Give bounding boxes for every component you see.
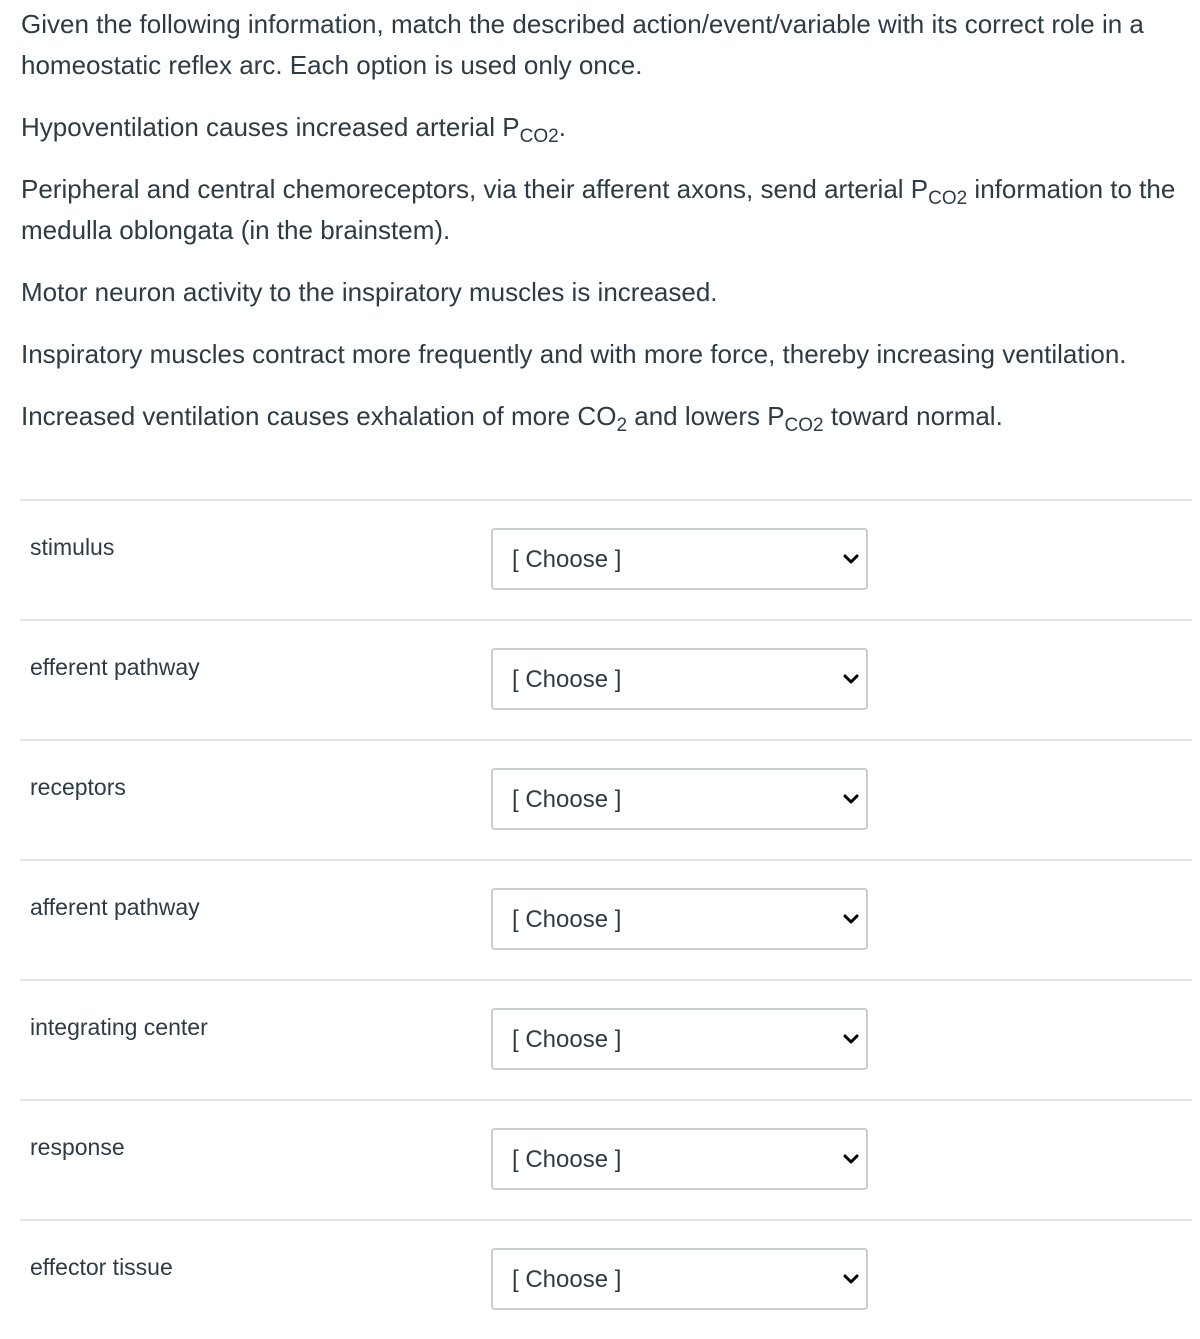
match-row	[20, 739, 1192, 859]
match-label: integrating center	[30, 1014, 208, 1040]
statement-2-tail: information to the medulla oblongata (in the brainstem).	[21, 174, 1176, 245]
match-label: receptors	[30, 774, 126, 800]
match-row	[20, 499, 1192, 619]
match-row	[20, 979, 1192, 1099]
answer-select[interactable]	[491, 1128, 868, 1190]
statement-5-subscript-2: CO2	[784, 415, 824, 436]
answer-select-value: [ Choose ]	[512, 1146, 622, 1173]
answer-select[interactable]	[491, 648, 868, 710]
match-row	[20, 859, 1192, 979]
statement-1-tail: .	[558, 112, 566, 142]
answer-select[interactable]	[491, 768, 868, 830]
answer-select[interactable]	[491, 1248, 868, 1310]
chevron-down-icon	[842, 1030, 860, 1048]
answer-select[interactable]	[491, 888, 868, 950]
statement-5-subscript: 2	[616, 415, 628, 436]
match-label: afferent pathway	[30, 894, 200, 920]
answer-select-value: [ Choose ]	[512, 546, 622, 573]
answer-select-value: [ Choose ]	[512, 1026, 622, 1053]
answer-select[interactable]	[491, 528, 868, 590]
answer-select-value: [ Choose ]	[512, 786, 622, 813]
answer-select-value: [ Choose ]	[512, 1266, 622, 1293]
statement-2-subscript: CO2	[928, 188, 968, 209]
chevron-down-icon	[842, 1270, 860, 1288]
match-list	[20, 499, 1192, 1339]
match-label: efferent pathway	[30, 654, 200, 680]
match-row	[20, 1219, 1192, 1339]
statement-1	[21, 107, 1191, 148]
chevron-down-icon	[842, 910, 860, 928]
statement-2	[21, 169, 1191, 251]
statement-1-text: Hypoventilation causes increased arterial P	[21, 112, 520, 142]
chevron-down-icon	[842, 550, 860, 568]
statement-5-middle: and lowers P	[627, 401, 785, 431]
answer-select-value: [ Choose ]	[512, 906, 622, 933]
chevron-down-icon	[842, 1150, 860, 1168]
statement-2-text: Peripheral and central chemoreceptors, via their afferent axons, send arterial P	[21, 174, 929, 204]
statement-3: Motor neuron activity to the inspiratory muscles is increased.	[21, 277, 718, 307]
statement-5-tail: toward normal.	[823, 401, 1003, 431]
match-label: response	[30, 1134, 125, 1160]
statement-4: Inspiratory muscles contract more frequently and with more force, thereby increasing ventilation.	[21, 339, 1127, 369]
question-prompt: Given the following information, match the described action/event/variable with its correct role in a homeostatic reflex arc. Each option is used only once.	[21, 9, 1144, 80]
chevron-down-icon	[842, 670, 860, 688]
statement-5	[21, 396, 1191, 437]
statement-1-subscript: CO2	[519, 126, 559, 147]
answer-select-value: [ Choose ]	[512, 666, 622, 693]
match-label: stimulus	[30, 534, 115, 560]
match-row	[20, 1099, 1192, 1219]
match-label: effector tissue	[30, 1254, 173, 1280]
question-text	[21, 0, 1191, 437]
chevron-down-icon	[842, 790, 860, 808]
answer-select[interactable]	[491, 1008, 868, 1070]
statement-5-text: Increased ventilation causes exhalation of more CO	[21, 401, 617, 431]
match-row	[20, 619, 1192, 739]
